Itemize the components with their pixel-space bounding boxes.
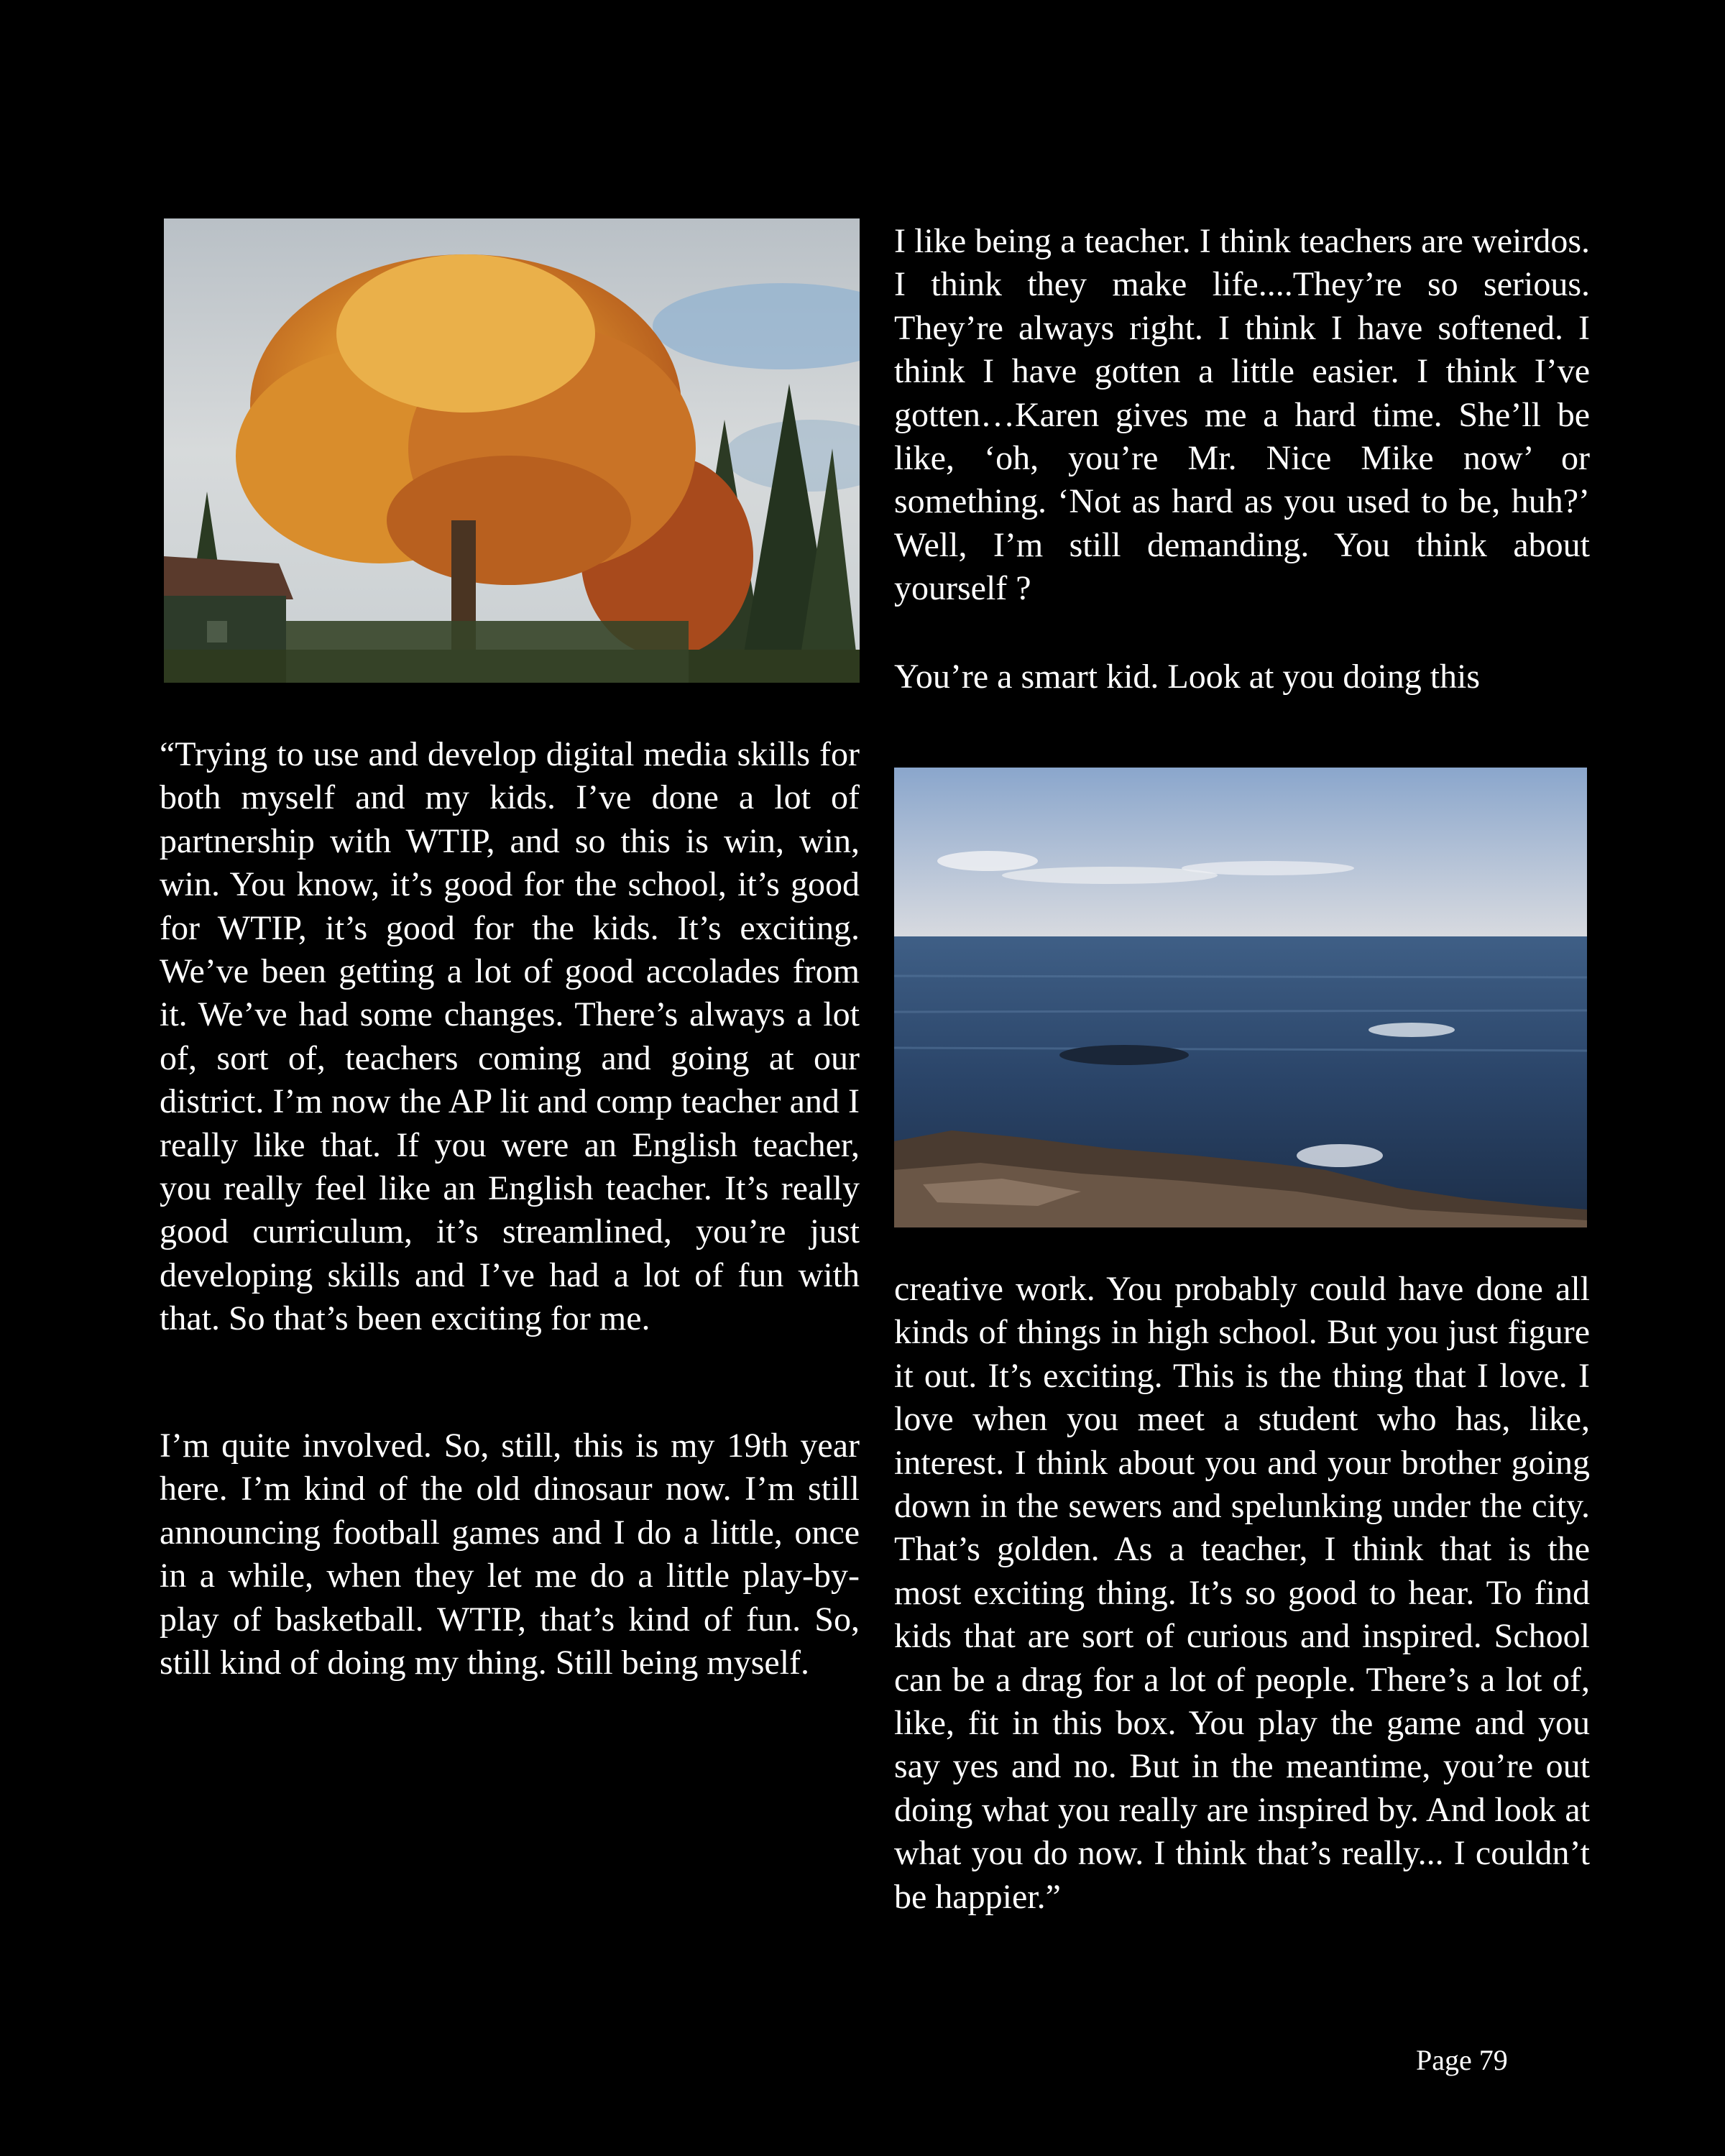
- lake-shore-photo: [894, 768, 1587, 1227]
- left-column-paragraph-1: “Trying to use and develop digital media skills for both myself and my kids. I’ve done a lot of partnership with WTIP, and so this is win, win, win. You know, it’s good for the school, it’s good for WTIP, it’s good for the kids. It’s exciting. We’ve been getting a lot of good accolades from it. We’ve had some changes. There’s always a lot of, sort of, teachers coming and going at our district. I’m now the AP lit and comp teacher and I really like that. If you were an English teacher, you really feel like an English teacher. It’s really good curriculum, it’s streamlined, you’re just developing skills and I’ve had a lot of fun with that. So that’s been exciting for me.: [160, 735, 860, 1338]
- right-column-paragraph-2: You’re a smart kid. Look at you doing this: [894, 658, 1481, 696]
- autumn-tree-photo: [164, 218, 860, 683]
- autumn-tree-illustration: [164, 218, 860, 683]
- left-column-paragraph-2: I’m quite involved. So, still, this is my 19th year here. I’m kind of the old dinosaur now. I’m still announcing football games and I do a little, once in a while, when they let me do a little play-by-play of basketball. WTIP, that’s kind of fun. So, still kind of doing my thing. Still being myself.: [160, 1427, 860, 1682]
- right-column-paragraph-1: I like being a teacher. I think teachers are weirdos. I think they make life....They’re so serious. They’re always right. I think I have softened. I think I have gotten a little easier. I think I’ve gotten…Karen gives me a hard time. She’ll be like, ‘oh, you’re Mr. Nice Mike now’ or something. ‘Not as hard as you used to be, huh?’ Well, I’m still demanding. You think about yourself ?: [894, 222, 1590, 608]
- right-column-paragraph-3: creative work. You probably could have done all kinds of things in high school. But you just figure it out. It’s exciting. This is the thing that I love. I love when you meet a student who has, like, interest. I think about you and your brother going down in the sewers and spelunking under the city. That’s golden. As a teacher, I think that is the most exciting thing. It’s so good to hear. To find kids that are sort of curious and inspired. School can be a drag for a lot of people. There’s a lot of, like, fit in this box. You play the game and you say yes and no. But in the meantime, you’re out doing what you really are inspired by. And look at what you do now. I think that’s really... I couldn’t be happier.”: [894, 1270, 1590, 1916]
- page-number: Page 79: [1416, 2044, 1508, 2076]
- lake-shore-illustration: [894, 768, 1587, 1227]
